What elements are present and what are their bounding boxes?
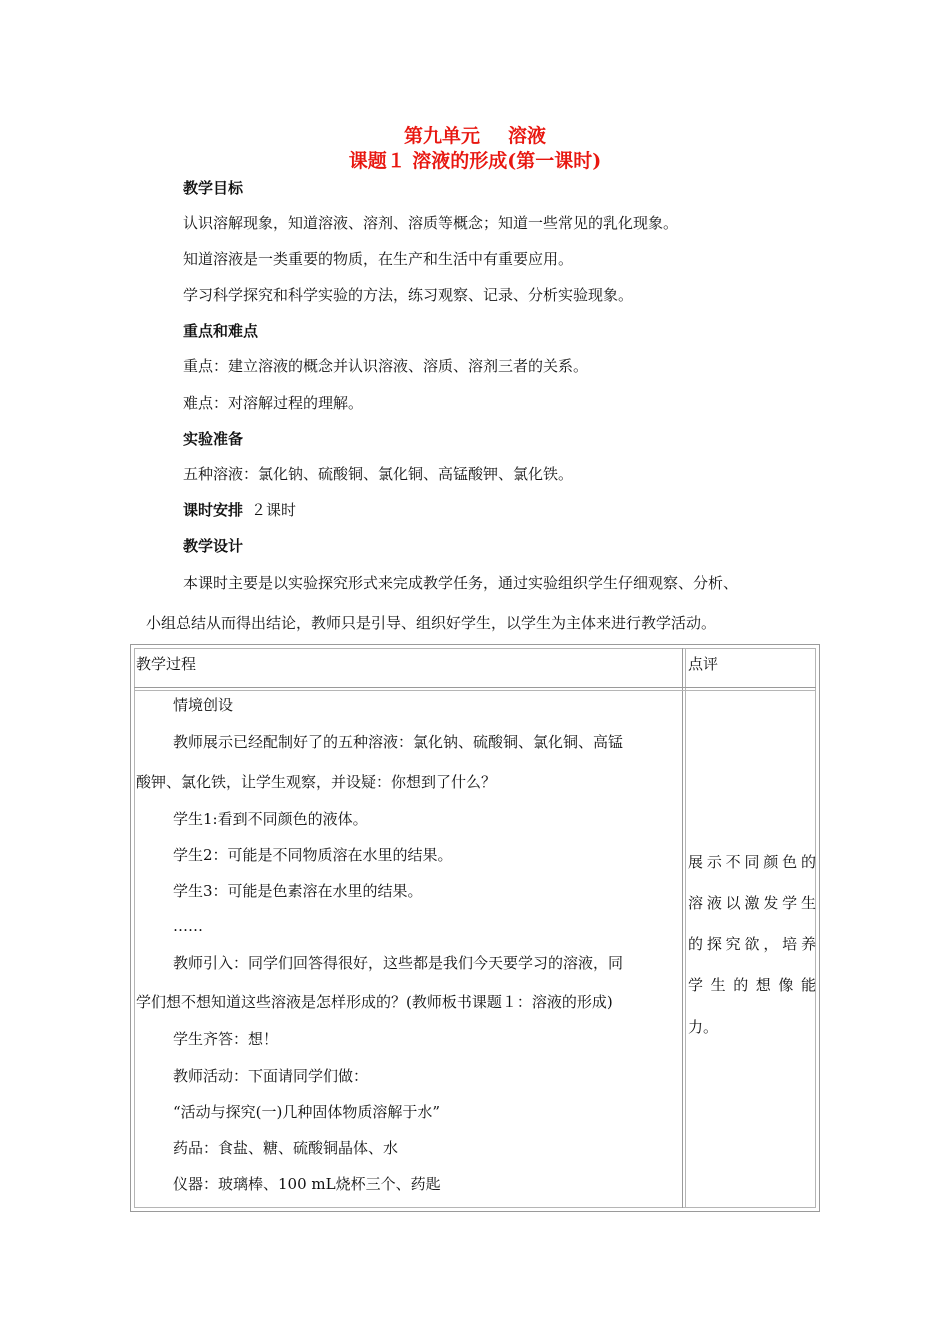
comment-line: 力。	[688, 1018, 719, 1036]
key-point-item: 难点：对溶解过程的理解。	[183, 394, 364, 412]
objectives-heading: 教学目标	[183, 179, 244, 197]
key-points-heading: 重点和难点	[183, 322, 259, 340]
process-line: ……	[173, 917, 203, 935]
schedule-line	[183, 500, 296, 520]
process-line: 学生2：可能是不同物质溶在水里的结果。	[173, 846, 453, 864]
schedule-heading: 课时安排	[183, 501, 244, 519]
table-header-process: 教学过程	[136, 655, 197, 673]
table-header-comment: 点评	[688, 655, 719, 673]
schedule-value: ２课时	[251, 501, 297, 519]
process-line: 药品：食盐、糖、硫酸铜晶体、水	[173, 1139, 399, 1157]
process-line: 学生1:看到不同颜色的液体。	[173, 810, 368, 828]
comment-line: 溶液以激发学生	[688, 894, 816, 912]
prep-text: 五种溶液：氯化钠、硫酸铜、氯化铜、高锰酸钾、氯化铁。	[183, 465, 574, 483]
design-text-line: 本课时主要是以实验探究形式来完成教学任务，通过实验组织学生仔细观察、分析、	[183, 574, 739, 592]
table-header-divider	[134, 687, 816, 691]
process-line: 教师活动：下面请同学们做：	[173, 1067, 369, 1085]
table-column-divider	[682, 648, 686, 1208]
process-line: 教师展示已经配制好了的五种溶液：氯化钠、硫酸铜、氯化铜、高锰	[173, 733, 624, 751]
unit-title	[0, 124, 950, 148]
process-line: 酸钾、氯化铁，让学生观察，并设疑：你想到了什么？	[136, 773, 497, 791]
unit-topic: 溶液	[508, 125, 547, 147]
design-heading: 教学设计	[183, 537, 244, 555]
lesson-title: 课题１ 溶液的形成(第一课时)	[348, 150, 602, 172]
design-text-line: 小组总结从而得出结论，教师只是引导、组织好学生，以学生为主体来进行教学活动。	[146, 614, 717, 632]
process-line: “活动与探究(一)几种固体物质溶解于水”	[173, 1103, 441, 1121]
objective-item: 学习科学探究和科学实验的方法，练习观察、记录、分析实验现象。	[183, 286, 634, 304]
process-line: 仪器：玻璃棒、100 mL烧杯三个、药匙	[173, 1175, 441, 1193]
objective-item: 认识溶解现象，知道溶液、溶剂、溶质等概念；知道一些常见的乳化现象。	[183, 214, 679, 232]
process-line: 情境创设	[173, 696, 234, 714]
lesson-table	[130, 644, 820, 1212]
prep-heading: 实验准备	[183, 430, 244, 448]
objective-item: 知道溶液是一类重要的物质，在生产和生活中有重要应用。	[183, 250, 574, 268]
comment-line: 的探究欲，培养	[688, 935, 816, 953]
process-line: 学生齐答：想！	[173, 1030, 279, 1048]
key-point-item: 重点：建立溶液的概念并认识溶液、溶质、溶剂三者的关系。	[183, 357, 589, 375]
unit-label: 第九单元	[403, 125, 480, 147]
process-line: 学生3：可能是色素溶在水里的结果。	[173, 882, 423, 900]
comment-line: 学生的想像能	[688, 976, 816, 994]
process-line: 学们想不想知道这些溶液是怎样形成的？(教师板书课题１：溶液的形成)	[136, 993, 613, 1011]
process-line: 教师引入：同学们回答得很好，这些都是我们今天要学习的溶液，同	[173, 954, 624, 972]
comment-line: 展示不同颜色的	[688, 853, 816, 871]
